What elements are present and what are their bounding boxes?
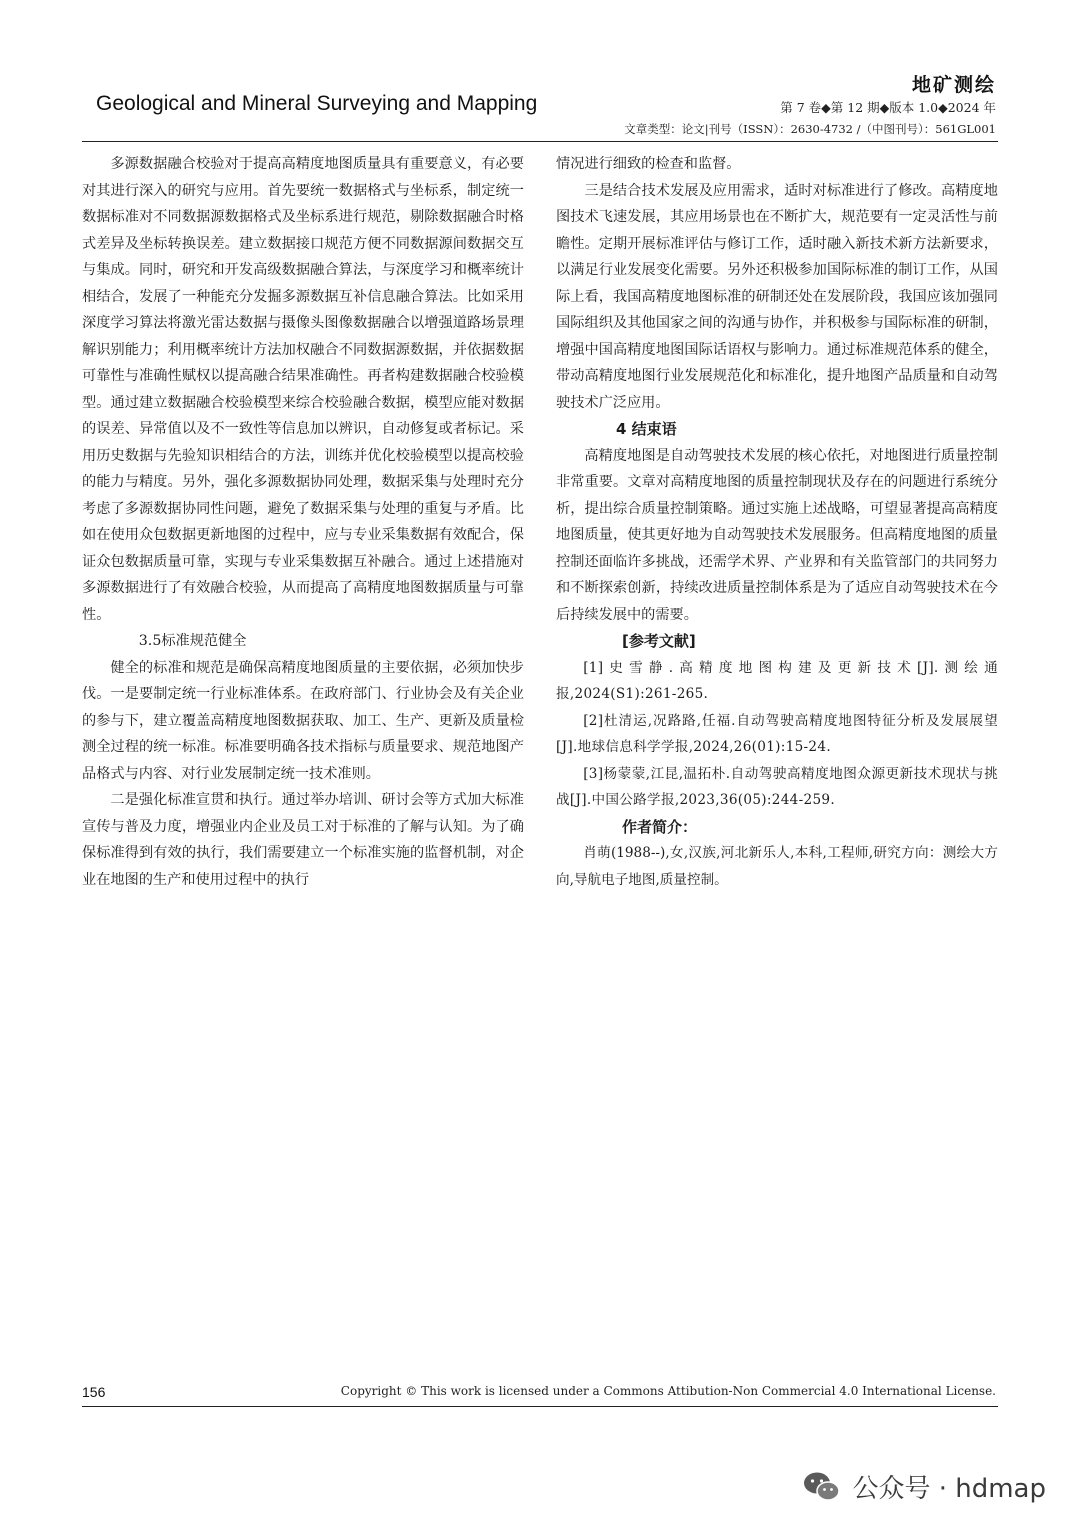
header-divider <box>82 141 998 142</box>
paragraph-data-fusion: 多源数据融合校验对于提高高精度地图质量具有重要意义，有必要对其进行深入的研究与应用。首先要统一数据格式与坐标系，制定统一数据标准对不同数据源数据格式及坐标系进行规范，剔除数据融合时格式差异及坐标转换误差。建立数据接口规范方便不同数据源间数据交互与集成。同时，研究和开发高级数据融合算法，与深度学习和概率统计相结合，发展了一种能充分发掘多源数据互补信息融合算法。比如采用深度学习算法将激光雷达数据与摄像头图像数据融合以增强道路场景理解识别能力；利用概率统计方法加权融合不同数据源数据，并依据数据可靠性与准确性赋权以提高融合结果准确性。再者构建数据融合校验模型。通过建立数据融合校验模型来综合校验融合数据，模型应能对数据的误差、异常值以及不一致性等信息加以辨识，自动修复或者标记。采用历史数据与先验知识相结合的方法，训练并优化校验模型以提高校验的能力与精度。另外，强化多源数据协同处理，数据采集与处理时充分考虑了多源数据协同性问题，避免了数据采集与处理的重复与矛盾。比如在使用众包数据更新地图的过程中，应与专业采集数据有效配合，保证众包数据质量可靠，实现与专业采集数据互补融合。通过上述措施对多源数据进行了有效融合校验，从而提高了高精度地图数据质量与可靠性。 <box>82 156 524 623</box>
author-bio: 肖萌(1988--),女,汉族,河北新乐人,本科,工程师,研究方向：测绘大方向,导航电子地图,质量控制。 <box>556 845 998 888</box>
right-column <box>556 151 998 893</box>
reference-item: [1]史雪静.高精度地图构建及更新技术[J].测绘通报,2024(S1):261-265. <box>556 659 998 702</box>
license-notice: Copyright © This work is licensed under a Commons Attibution-Non Commercial 4.0 International License. <box>340 1384 996 1398</box>
paragraph-standards: 健全的标准和规范是确保高精度地图质量的主要依据，必须加快步伐。一是要制定统一行业标准体系。在政府部门、行业协会及有关企业的参与下，建立覆盖高精度地图数据获取、加工、生产、更新及质量检测全过程的统一标准。标准要明确各技术指标与质量要求、规范地图产品格式与内容、对行业发展制定统一技术准则。 <box>82 659 524 782</box>
footer-divider <box>82 1406 998 1407</box>
reference-item: [3]杨蒙蒙,江昆,温拓朴.自动驾驶高精度地图众源更新技术现状与挑战[J].中国公路学报,2023,36(05):244-259. <box>556 765 998 808</box>
journal-name-en: Geological and Mineral Surveying and Mapping <box>96 92 538 115</box>
watermark-text: 公众号 · hdmap <box>852 1474 1046 1504</box>
paragraph-standards-implementation: 二是强化标准宣贯和执行。通过举办培训、研讨会等方式加大标准宣传与普及力度，增强业内企业及员工对于标准的了解与认知。为了确保标准得到有效的执行，我们需要建立一个标准实施的监督机制，对企业在地图的生产和使用过程中的执行 <box>82 792 524 888</box>
paragraph-standards-revision: 三是结合技术发展及应用需求，适时对标准进行了修改。高精度地图技术飞速发展，其应用场景也在不断扩大，规范要有一定灵活性与前瞻性。定期开展标准评估与修订工作，适时融入新技术新方法新要求，以满足行业发展变化需要。另外还积极参加国际标准的制订工作，从国际上看，我国高精度地图标准的研制还处在发展阶段，我国应该加强同国际组织及其他国家之间的沟通与协作，并积极参与国际标准的研制，增强中国高精度地图国际话语权与影响力。通过标准规范体系的健全，带动高精度地图行业发展规范化和标准化，提升地图产品质量和自动驾驶技术广泛应用。 <box>556 182 998 411</box>
watermark <box>802 1468 1046 1505</box>
article-type-info: 文章类型：论文|刊号（ISSN）：2630-4732 /（中图刊号）：561GL001 <box>624 122 996 136</box>
page-number: 156 <box>82 1384 106 1400</box>
paragraph-continuation: 情况进行细致的检查和监督。 <box>556 156 741 172</box>
reference-item: [2]杜清运,况路路,任福.自动驾驶高精度地图特征分析及发展展望[J].地球信息科学学报,2024,26(01):15-24. <box>556 712 998 755</box>
left-column <box>82 151 524 893</box>
subsection-heading: 3.5标准规范健全 <box>138 633 247 649</box>
paragraph-conclusion: 高精度地图是自动驾驶技术发展的核心依托，对地图进行质量控制非常重要。文章对高精度地图的质量控制现状及存在的问题进行系统分析，提出综合质量控制策略。通过实施上述战略，可望显著提高高精度地图质量，使其更好地为自动驾驶技术发展服务。但高精度地图的质量控制还面临许多挑战，还需学术界、产业界和有关监管部门的共同努力和不断探索创新，持续改进质量控制体系是为了适应自动驾驶技术在今后持续发展中的需要。 <box>556 447 998 623</box>
references-heading: [参考文献] <box>622 632 696 650</box>
wechat-icon <box>802 1470 842 1504</box>
author-bio-heading: 作者简介： <box>622 817 698 836</box>
journal-name-cn: 地矿测绘 <box>911 74 996 96</box>
section-heading-conclusion: 4 结束语 <box>616 420 677 438</box>
issue-info: 第 7 卷◆第 12 期◆版本 1.0◆2024 年 <box>780 100 996 115</box>
